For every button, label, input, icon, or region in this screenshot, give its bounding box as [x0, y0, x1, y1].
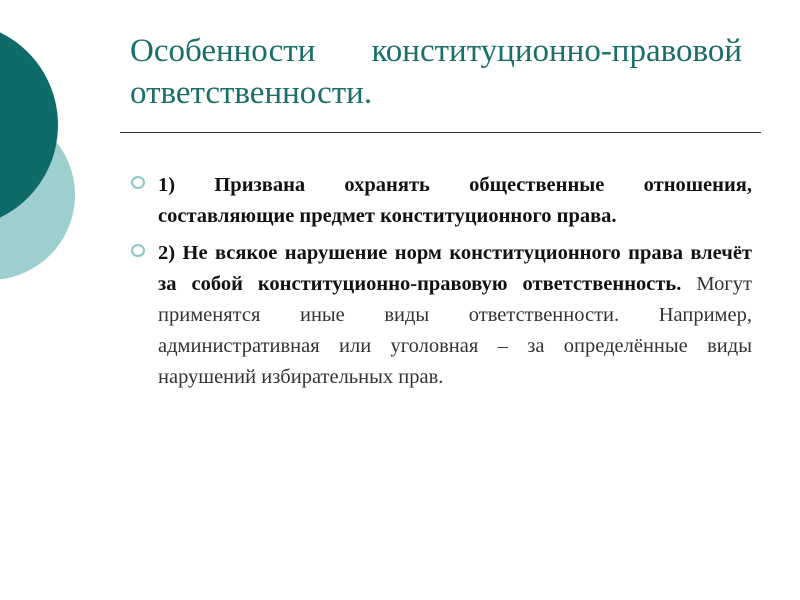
bullet-text: [158, 170, 752, 232]
ring-bullet-icon: [131, 176, 145, 189]
list-item: [130, 238, 752, 393]
ring-bullet-icon: [131, 244, 145, 257]
bullet-text: [158, 238, 752, 393]
list-item: [130, 170, 752, 232]
slide-title: Особенности конституционно-правовой ответственности.: [130, 33, 742, 111]
title-divider: [120, 132, 761, 133]
bullet-list: [130, 170, 752, 399]
bullet-normal-text: Могут применятся иные виды ответственности. Например, административная или уголовная – за определённые виды нарушений избирательных прав.: [158, 273, 752, 388]
bullet-bold-text: 1) Призвана охранять общественные отношения, составляющие предмет конституционного права.: [158, 174, 752, 227]
bullet-bold-text: 2) Не всякое нарушение норм конституционного права влечёт за собой конституционно-правовую ответственность.: [158, 242, 752, 295]
